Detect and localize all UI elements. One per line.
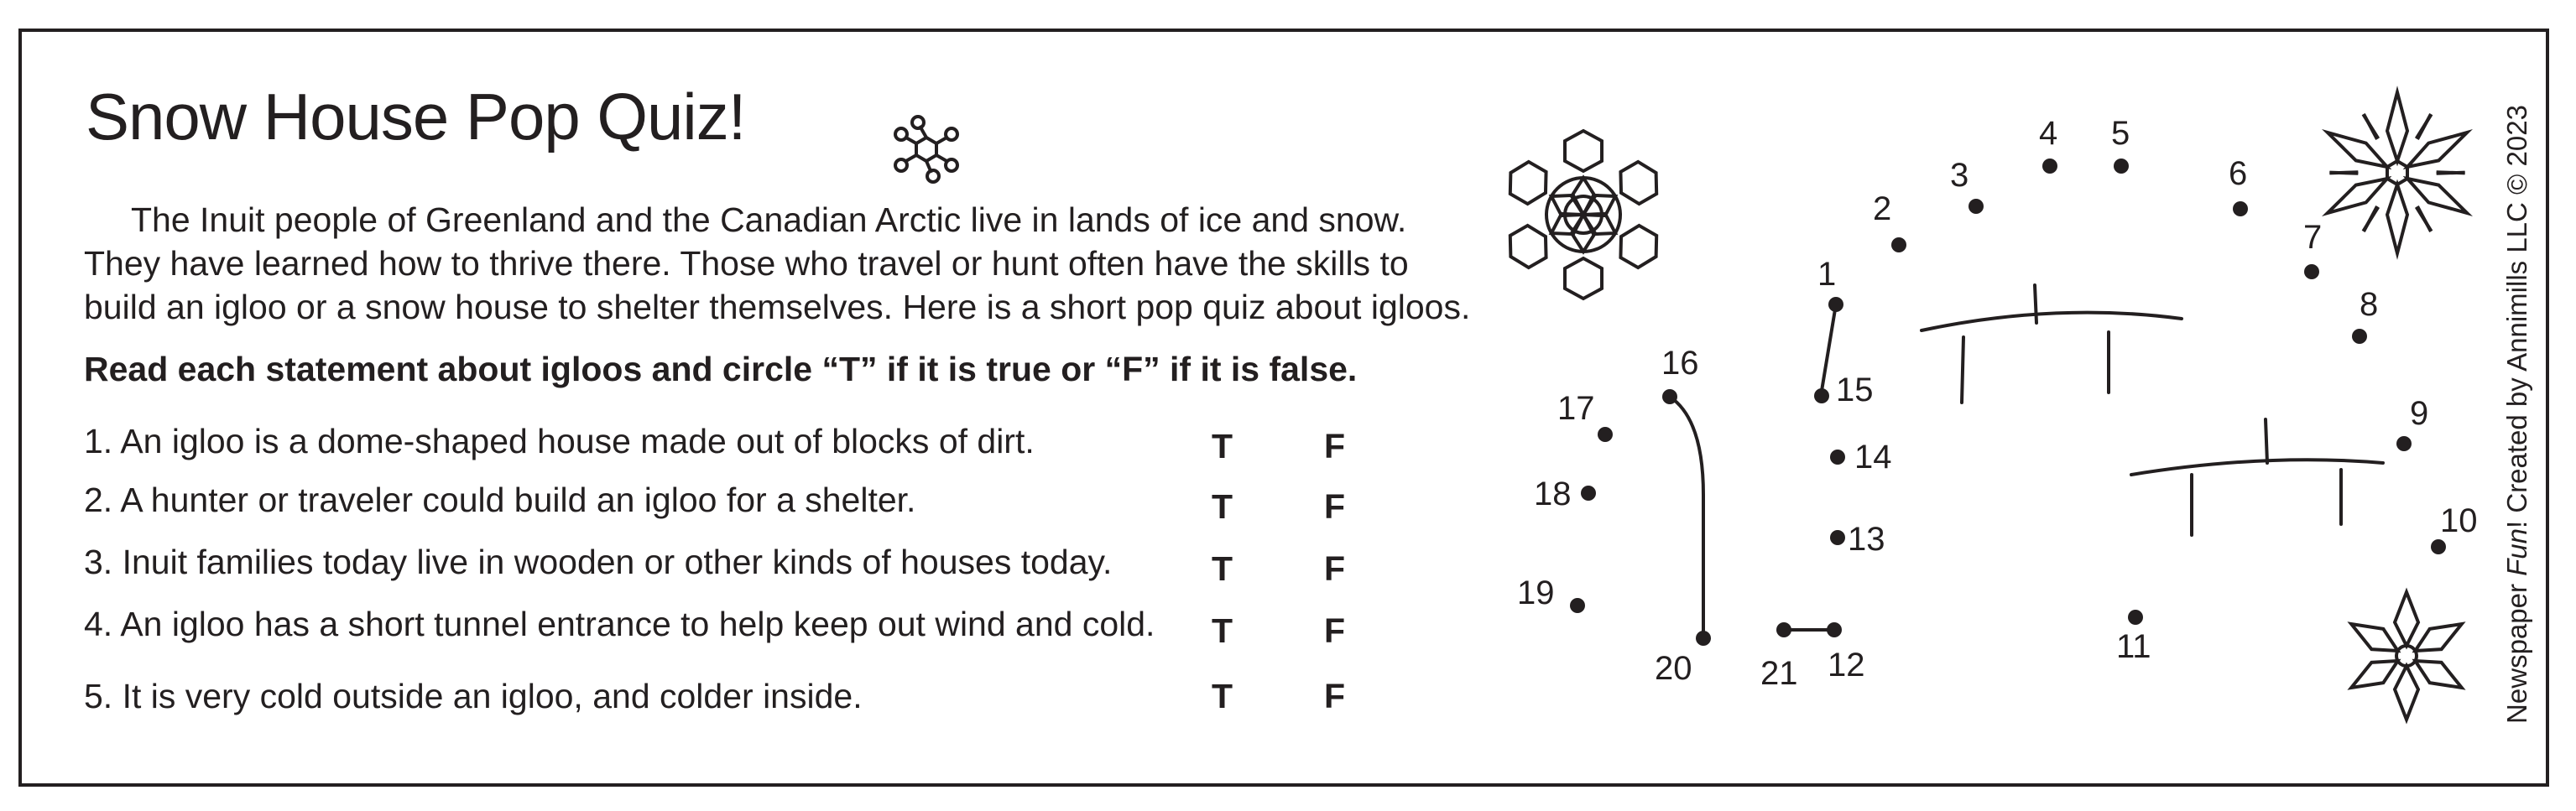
dot-14 xyxy=(1830,450,1845,465)
dot-label-2: 2 xyxy=(1873,190,1892,227)
intro-line-3: build an igloo or a snow house to shelter themselves. Here is a short pop quiz about igloos. xyxy=(84,288,1471,326)
instructions: Read each statement about igloos and circle “T” if it is true or “F” if it is false. xyxy=(84,350,1358,388)
dot-4 xyxy=(2042,159,2057,174)
snowflake-small-icon xyxy=(2345,592,2468,720)
question-2: 2. A hunter or traveler could build an igloo for a shelter. xyxy=(84,481,916,519)
snowflake-large-icon xyxy=(1501,131,1665,299)
dot-label-16: 16 xyxy=(1661,345,1699,382)
dot-label-19: 19 xyxy=(1517,574,1555,611)
dot-12 xyxy=(1827,622,1842,637)
puzzle-dot-labels xyxy=(1517,115,2478,692)
dot-label-18: 18 xyxy=(1534,476,1572,512)
dot-2 xyxy=(1891,237,1906,252)
dot-8 xyxy=(2352,329,2367,344)
snowflake-star-icon xyxy=(2323,92,2472,253)
dot-label-1: 1 xyxy=(1817,256,1837,293)
dot-6 xyxy=(2233,201,2248,216)
dot-21 xyxy=(1776,622,1791,637)
dot-15 xyxy=(1814,388,1829,403)
question-1: 1. An igloo is a dome-shaped house made out of blocks of dirt. xyxy=(84,422,1035,460)
credit-rest: ! Created by Annimills LLC © 2023 xyxy=(2501,105,2532,528)
dot-20 xyxy=(1696,631,1711,646)
dot-1 xyxy=(1828,297,1843,312)
dot-label-13: 13 xyxy=(1848,521,1885,558)
credit-publication: Newspaper xyxy=(2501,575,2532,724)
intro-line-2: They have learned how to thrive there. Those who travel or hunt often have the skills to xyxy=(84,244,1409,283)
dot-label-6: 6 xyxy=(2229,155,2248,192)
question-3-true[interactable]: T xyxy=(1212,549,1233,588)
question-4: 4. An igloo has a short tunnel entrance to help keep out wind and cold. xyxy=(84,605,1155,643)
question-2-false[interactable]: F xyxy=(1324,487,1346,526)
dot-label-12: 12 xyxy=(1828,647,1865,684)
dot-label-10: 10 xyxy=(2440,502,2478,539)
dot-label-20: 20 xyxy=(1655,650,1692,687)
page-title: Snow House Pop Quiz! xyxy=(86,80,746,153)
question-1-true[interactable]: T xyxy=(1212,427,1233,465)
dot-label-21: 21 xyxy=(1760,655,1798,692)
question-1-false[interactable]: F xyxy=(1324,427,1346,465)
dot-13 xyxy=(1830,530,1845,545)
dot-16 xyxy=(1662,389,1677,404)
dot-label-17: 17 xyxy=(1557,390,1595,427)
dot-17 xyxy=(1598,427,1613,442)
dot-label-3: 3 xyxy=(1950,157,1969,194)
dot-5 xyxy=(2114,159,2129,174)
question-3: 3. Inuit families today live in wooden or other kinds of houses today. xyxy=(84,543,1113,581)
intro-line-1: The Inuit people of Greenland and the Canadian Arctic live in lands of ice and snow. xyxy=(131,200,1407,239)
dot-9 xyxy=(2396,436,2412,451)
dot-7 xyxy=(2304,264,2319,279)
dot-10 xyxy=(2431,539,2446,554)
question-5-true[interactable]: T xyxy=(1212,677,1233,715)
small-snowflake-icon xyxy=(895,117,957,182)
question-5-false[interactable]: F xyxy=(1324,677,1346,715)
question-5: 5. It is very cold outside an igloo, and colder inside. xyxy=(84,677,863,715)
dot-label-4: 4 xyxy=(2039,115,2058,152)
dot-3 xyxy=(1969,199,1984,214)
question-2-true[interactable]: T xyxy=(1212,487,1233,526)
dot-18 xyxy=(1581,486,1596,501)
dot-label-14: 14 xyxy=(1854,439,1892,476)
copyright-credit xyxy=(2501,105,2533,724)
question-4-true[interactable]: T xyxy=(1212,611,1233,650)
credit-fun: Fun xyxy=(2501,528,2532,576)
dot-label-8: 8 xyxy=(2360,286,2379,323)
question-3-false[interactable]: F xyxy=(1324,549,1346,588)
dot-label-5: 5 xyxy=(2111,115,2130,152)
dot-11 xyxy=(2128,610,2143,625)
dot-label-9: 9 xyxy=(2410,395,2429,432)
dot-label-7: 7 xyxy=(2303,219,2323,256)
dot-label-15: 15 xyxy=(1836,372,1874,408)
dot-label-11: 11 xyxy=(2116,628,2151,665)
dot-19 xyxy=(1570,598,1585,613)
question-4-false[interactable]: F xyxy=(1324,611,1346,650)
igloo-block-lines xyxy=(1670,285,2383,637)
